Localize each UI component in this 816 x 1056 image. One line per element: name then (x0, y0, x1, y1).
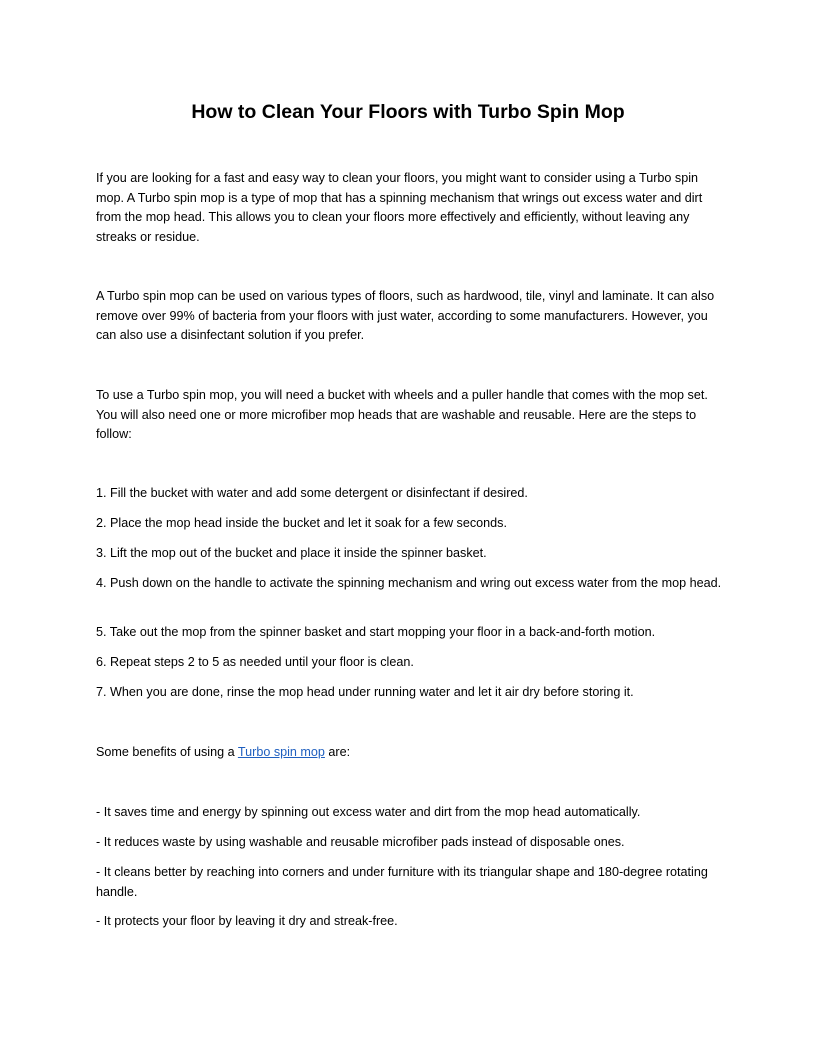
step-item: 7. When you are done, rinse the mop head under running water and let it air dry before storing it. (96, 685, 634, 699)
step-item: 4. Push down on the handle to activate the spinning mechanism and wring out excess water from the mop head. (96, 576, 722, 590)
usage-paragraph: To use a Turbo spin mop, you will need a bucket with wheels and a puller handle that comes with the mop set. You will also need one or more microfiber mop heads that are washable and reusable. Here are the steps to follow: (96, 388, 708, 442)
step-item: 3. Lift the mop out of the bucket and place it inside the spinner basket. (96, 546, 487, 560)
page-title: How to Clean Your Floors with Turbo Spin Mop (191, 101, 625, 123)
benefits-intro-text: Some benefits of using a (96, 745, 238, 759)
step-item: 6. Repeat steps 2 to 5 as needed until your floor is clean. (96, 655, 414, 669)
benefit-item: - It cleans better by reaching into corners and under furniture with its triangular shape and 180-degree rotating handle. (96, 865, 708, 899)
benefits-intro-suffix: are: (324, 745, 351, 759)
benefits-intro (96, 743, 724, 763)
benefit-item: - It protects your floor by leaving it dry and streak-free. (96, 914, 398, 928)
step-item: 1. Fill the bucket with water and add some detergent or disinfectant if desired. (96, 486, 528, 500)
floor-types-paragraph: A Turbo spin mop can be used on various types of floors, such as hardwood, tile, vinyl and laminate. It can also remove over 99% of bacteria from your floors with just water, according to some manufacturers. However, you can also use a disinfectant solution if you prefer. (96, 289, 715, 343)
benefit-item: - It saves time and energy by spinning out excess water and dirt from the mop head automatically. (96, 805, 641, 819)
step-item: 5. Take out the mop from the spinner basket and start mopping your floor in a back-and-forth motion. (96, 625, 656, 639)
intro-paragraph: If you are looking for a fast and easy way to clean your floors, you might want to consider using a Turbo spin mop. A Turbo spin mop is a type of mop that has a spinning mechanism that wrings out excess water and dirt from the mop head. This allows you to clean your floors more effectively and efficiently, without leaving any streaks or residue. (96, 171, 703, 244)
benefit-item: - It reduces waste by using washable and reusable microfiber pads instead of disposable ones. (96, 835, 625, 849)
step-item: 2. Place the mop head inside the bucket and let it soak for a few seconds. (96, 516, 507, 530)
turbo-spin-mop-link[interactable]: Turbo spin mop (237, 745, 325, 759)
